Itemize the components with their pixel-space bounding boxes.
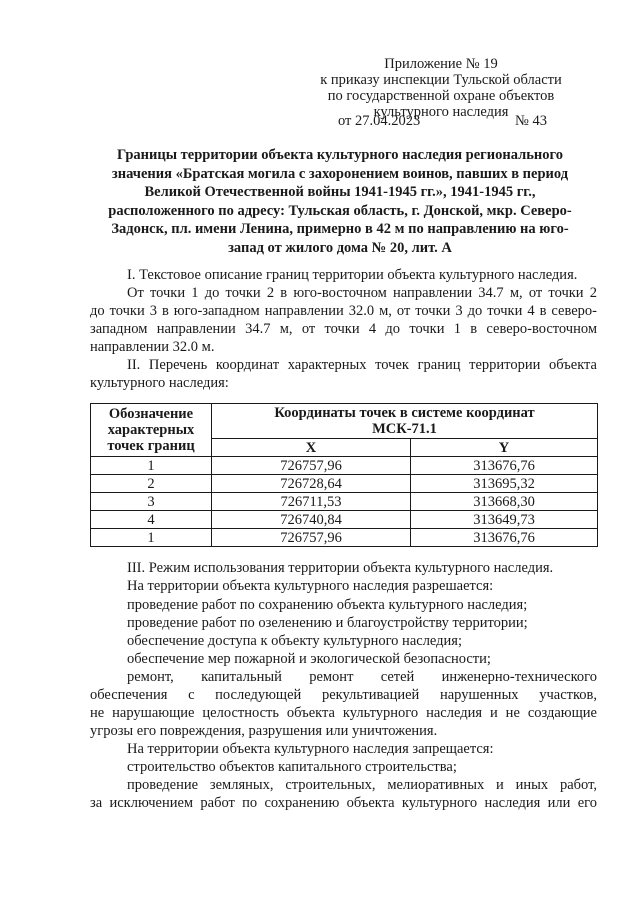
table-row	[91, 511, 598, 529]
forbidden-intro: На территории объекта культурного наследия запрещается:	[127, 741, 494, 757]
y-column-header: Y	[411, 439, 598, 457]
section1-text: западном направлении 34.7 м, от точки 4 до точки 1 в северо-восточном	[90, 321, 597, 337]
table-row	[91, 529, 598, 547]
point-designation-header: Обозначение характерных точек границ	[91, 404, 212, 457]
appendix-order-line: к приказу инспекции Тульской области	[320, 72, 562, 88]
allowed-item: ремонт, капитальный ремонт сетей инженерно-технического	[127, 669, 597, 685]
point-number: 4	[91, 511, 212, 529]
section1-text: От точки 1 до точки 2 в юго-восточном направлении 34.7 м, от точки 2	[127, 285, 597, 301]
coordinate-system-header: Координаты точек в системе координат МСК-71.1	[212, 404, 598, 439]
section3-title: III. Режим использования территории объекта культурного наследия.	[127, 560, 554, 576]
heading-line: Задонск, пл. имени Ленина, примерно в 42 м по направлению на юго-	[111, 221, 569, 237]
y-coordinate: 313676,76	[411, 457, 598, 475]
x-coordinate: 726740,84	[212, 511, 411, 529]
allowed-item: проведение работ по озеленению и благоустройству территории;	[127, 615, 528, 631]
forbidden-item: строительство объектов капитального строительства;	[127, 759, 457, 775]
x-coordinate: 726711,53	[212, 493, 411, 511]
point-number: 1	[91, 529, 212, 547]
allowed-item: обеспечение доступа к объекту культурного наследия;	[127, 633, 463, 649]
allowed-item: угрозы его повреждения, разрушения или уничтожения.	[90, 723, 438, 739]
heading-line: значения «Братская могила с захоронением воинов, павших в период	[111, 165, 569, 182]
coordinates-table	[90, 403, 598, 547]
order-number: № 43	[515, 113, 547, 129]
allowed-item: проведение работ по сохранению объекта культурного наследия;	[127, 597, 528, 613]
y-coordinate: 313695,32	[411, 475, 598, 493]
table-row	[91, 493, 598, 511]
section2-title: II. Перечень координат характерных точек границ территории объекта	[127, 357, 597, 373]
x-column-header: X	[212, 439, 411, 457]
section1-title: I. Текстовое описание границ территории объекта культурного наследия.	[127, 267, 578, 283]
x-coordinate: 726757,96	[212, 529, 411, 547]
table-header-row	[91, 404, 598, 439]
heading-line: Границы территории объекта культурного наследия регионального	[117, 147, 563, 163]
y-coordinate: 313668,30	[411, 493, 598, 511]
x-coordinate: 726757,96	[212, 457, 411, 475]
y-coordinate: 313676,76	[411, 529, 598, 547]
forbidden-item: за исключением работ по сохранению объекта культурного наследия или его	[90, 795, 597, 811]
appendix-order-line: культурного наследия	[373, 104, 509, 120]
section1-text: до точки 3 в юго-западном направлении 32.0 м, от точки 3 до точки 4 в северо-	[90, 303, 597, 319]
point-number: 3	[91, 493, 212, 511]
section2-title: культурного наследия:	[90, 375, 229, 391]
point-number: 1	[91, 457, 212, 475]
heading-line: запад от жилого дома № 20, лит. А	[228, 239, 452, 256]
x-coordinate: 726728,64	[212, 475, 411, 493]
allowed-item: не нарушающие целостность объекта культурного наследия и не создающие	[90, 705, 597, 721]
allowed-item: обеспечение мер пожарной и экологической безопасности;	[127, 651, 491, 667]
appendix-title: Приложение № 19	[384, 56, 498, 72]
order-date: от 27.04.2023	[338, 113, 421, 129]
heading-line: Великой Отечественной войны 1941-1945 гг.», 1941-1945 гг.,	[144, 184, 536, 200]
section1-text: направлении 32.0 м.	[90, 339, 215, 355]
allowed-intro: На территории объекта культурного наследия разрешается:	[127, 578, 494, 594]
table-row	[91, 457, 598, 475]
appendix-order-line: по государственной охране объектов	[327, 88, 555, 104]
appendix-block	[300, 56, 582, 120]
allowed-item: обеспечения с последующей рекультивацией нарушенных участков,	[90, 687, 597, 703]
forbidden-item: проведение земляных, строительных, мелиоративных и иных работ,	[127, 777, 597, 793]
y-coordinate: 313649,73	[411, 511, 598, 529]
document-heading	[96, 146, 584, 257]
point-number: 2	[91, 475, 212, 493]
heading-line: расположенного по адресу: Тульская область, г. Донской, мкр. Северо-	[108, 202, 572, 219]
table-row	[91, 475, 598, 493]
